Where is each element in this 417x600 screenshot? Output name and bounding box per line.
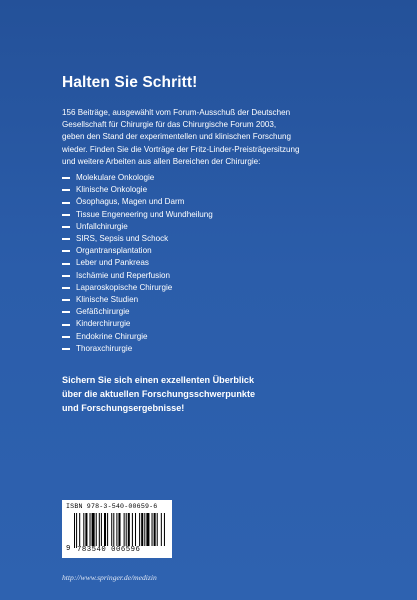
- dash-bullet-icon: [62, 189, 70, 191]
- topic-label: Tissue Engeneering und Wundheilung: [76, 209, 213, 219]
- intro-line: und weitere Arbeiten aus allen Bereichen der Chirurgie:: [62, 156, 261, 166]
- topic-label: Laparoskopische Chirurgie: [76, 282, 173, 292]
- list-item: [62, 331, 213, 343]
- barcode-digits: 783540 006596: [77, 546, 167, 554]
- topic-label: Endokrine Chirurgie: [76, 331, 148, 341]
- topic-label: Molekulare Onkologie: [76, 173, 155, 182]
- list-item: [62, 270, 213, 282]
- barcode-first-digit: 9: [66, 545, 71, 553]
- intro-line: Gesellschaft für Chirurgie für das Chirurgische Forum 2003,: [62, 120, 277, 130]
- topic-label: SIRS, Sepsis und Schock: [76, 234, 169, 244]
- list-item: [62, 209, 213, 221]
- dash-bullet-icon: [62, 177, 70, 179]
- list-item: [62, 257, 213, 269]
- dash-bullet-icon: [62, 324, 70, 326]
- headline: Halten Sie Schritt!: [62, 74, 198, 91]
- closing-line: über die aktuellen Forschungsschwerpunkte: [62, 389, 256, 400]
- list-item: [62, 221, 213, 233]
- closing-line: und Forschungsergebnisse!: [62, 403, 185, 414]
- topic-list: [62, 172, 213, 355]
- list-item: [62, 343, 213, 355]
- intro-paragraph: [62, 107, 362, 168]
- publisher-url: http://www.springer.de/medizin: [62, 573, 157, 582]
- list-item: [62, 245, 213, 257]
- dash-bullet-icon: [62, 311, 70, 313]
- isbn-text: ISBN 978-3-540-00659-6: [66, 503, 158, 510]
- topic-label: Kinderchirurgie: [76, 319, 131, 329]
- topic-label: Leber und Pankreas: [76, 258, 149, 268]
- dash-bullet-icon: [62, 275, 70, 277]
- list-item: [62, 294, 213, 306]
- intro-line: geben den Stand der experimentellen und klinischen Forschung: [62, 132, 292, 142]
- barcode-label: [62, 500, 172, 558]
- topic-label: Klinische Onkologie: [76, 185, 148, 195]
- topic-label: Unfallchirurgie: [76, 221, 128, 231]
- dash-bullet-icon: [62, 299, 70, 301]
- intro-line: wieder. Finden Sie die Vorträge der Fritz-Linder-Preisträgersitzung: [62, 144, 300, 154]
- topic-label: Thoraxchirurgie: [76, 343, 133, 353]
- list-item: [62, 172, 213, 184]
- list-item: [62, 233, 213, 245]
- list-item: [62, 184, 213, 196]
- topic-label: Klinische Studien: [76, 295, 139, 305]
- dash-bullet-icon: [62, 238, 70, 240]
- dash-bullet-icon: [62, 348, 70, 350]
- list-item: [62, 196, 213, 208]
- dash-bullet-icon: [62, 336, 70, 338]
- list-item: [62, 306, 213, 318]
- list-item: [62, 318, 213, 330]
- dash-bullet-icon: [62, 250, 70, 252]
- list-item: [62, 282, 213, 294]
- dash-bullet-icon: [62, 214, 70, 216]
- topic-label: Organtransplantation: [76, 246, 152, 256]
- topic-label: Ischämie und Reperfusion: [76, 270, 171, 280]
- dash-bullet-icon: [62, 263, 70, 265]
- barcode-icon: [74, 513, 166, 548]
- closing-line: Sichern Sie sich einen exzellenten Überblick: [62, 375, 255, 385]
- intro-line: 156 Beiträge, ausgewählt vom Forum-Ausschuß der Deutschen: [62, 108, 291, 117]
- topic-label: Gefäßchirurgie: [76, 307, 130, 317]
- closing-statement: [62, 373, 382, 416]
- dash-bullet-icon: [62, 202, 70, 204]
- topic-label: Ösophagus, Magen und Darm: [76, 197, 185, 207]
- dash-bullet-icon: [62, 287, 70, 289]
- dash-bullet-icon: [62, 226, 70, 228]
